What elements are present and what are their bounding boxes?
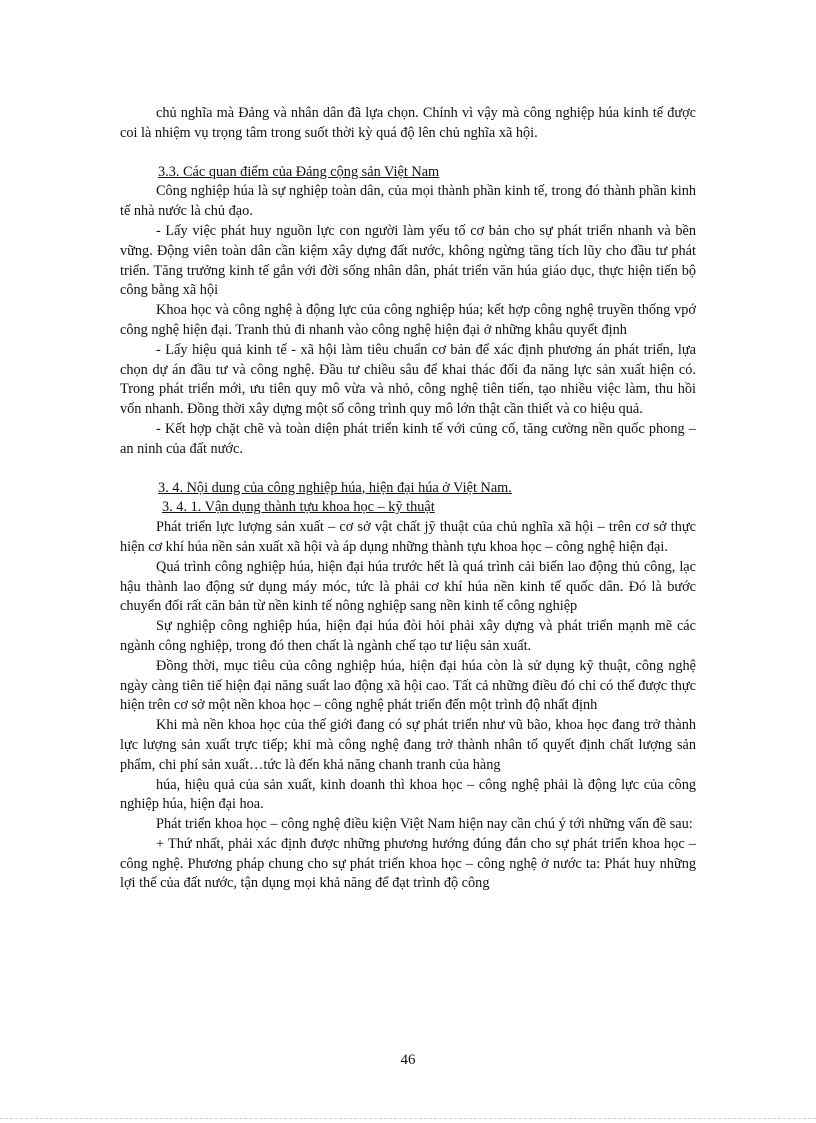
paragraph: Khoa học và công nghệ à động lực của công nghiệp húa; kết hợp công nghệ truyền thống vpớ công nghệ hiện đại. Tranh thủ đi nhanh vào công nghệ hiện đại ở những khâu quyết định [120, 302, 696, 338]
subsection-heading: 3. 4. 1. Vận dụng thành tựu khoa học – kỹ thuật [162, 499, 435, 516]
paragraph: Sự nghiệp công nghiệp húa, hiện đại húa đòi hỏi phải xây dựng và phát triển mạnh mẽ các ngành công nghiệp, trong đó then chất là ngành chế tạo tư liệu sản xuất. [120, 618, 696, 654]
paragraph: húa, hiệu quả của sản xuất, kinh doanh thì khoa học – công nghệ phải là động lực của công nghiệp húa, hiện đại hoa. [120, 776, 696, 813]
paragraph: Đồng thời, mục tiêu của công nghiệp húa, hiện đại húa còn là sử dụng kỹ thuật, công nghệ ngày càng tiên tiế hiện đại năng suất lao động xã hội cao. Tất cả những điều đó chỉ có thể được thực hiện trên cơ sở một nền khoa học – công nghệ phát triển đến một trình độ nhất định [120, 657, 696, 714]
page-bottom-edge [0, 1118, 816, 1119]
section-heading: 3. 4. Nội dung của công nghiệp húa, hiện đại húa ở Việt Nam. [158, 479, 512, 496]
section-heading: 3.3. Các quan điểm của Đảng cộng sản Việt Nam [158, 163, 440, 180]
paragraph: Khi mà nền khoa học của thế giới đang có sự phát triển như vũ bão, khoa học đang trở thành lực lượng sản xuất trực tiếp; khi mà công nghệ đang trở thành nhân tố quyết định chất lượng sản phẩm, chi phí sản xuất…tức là đến khả năng chanh tranh của hàng [120, 717, 696, 773]
paragraph: Phát triển khoa học – công nghệ điều kiện Việt Nam hiện nay cần chú ý tới những vấn đề sau: [156, 816, 693, 833]
paragraph: - Lấy hiệu quả kinh tế - xã hội làm tiêu chuẩn cơ bản để xác định phương án phát triển, lựa chọn dự án đầu tư và công nghệ. Đầu tư chiều sâu để khai thác đối đa năng lực sản xuất hiện có. Trong phát triển mới, ưu tiên quy mô vừa và nhỏ, công nghệ tiên tiến, tạo nhiều việc làm, thu hồi vốn nhanh. Đồng thời xây dựng một số công trình quy mô lớn thật cần thiết và co hiệu quả. [120, 341, 696, 418]
paragraph: - Lấy việc phát huy nguồn lực con người làm yếu tố cơ bản cho sự phát triển nhanh và bền vững. Động viên toàn dân cần kiệm xây dựng đất nước, không ngừng tăng tích lũy cho đầu tư phát triển. Tăng trưởng kinh tế gắn với đời sống nhân dân, phát triển văn húa giáo dục, thực hiện tiến bộ công bằng xã hội [120, 222, 696, 299]
body-text [120, 104, 696, 894]
page-number: 46 [400, 1052, 416, 1068]
paragraph: - Kết hợp chặt chẽ và toàn diện phát triển kinh tế với củng cố, tăng cường nền quốc phong – an ninh của đất nước. [120, 420, 696, 457]
paragraph: Quá trình công nghiệp húa, hiện đại húa trước hết là quá trình cải biến lao động thủ công, lạc hậu thành lao động sử dụng máy móc, tức là phải cơ khí húa nền kinh tế quốc dân. Đó là bước chuyển đổi rất căn bản từ nền kinh tế nông nghiệp sang nền kinh tế công nghiệp [120, 558, 696, 615]
paragraph: Phát triển lực lượng sản xuất – cơ sở vật chất jỹ thuật của chủ nghĩa xã hội – trên cơ sở thực hiện cơ khí húa nền sản xuất xã hội và áp dụng những thành tựu khoa học – công nghệ hiện đại. [120, 519, 696, 555]
paragraph-spacer [120, 144, 696, 163]
paragraph-spacer [120, 460, 696, 479]
paragraph: + Thứ nhất, phải xác định được những phương hướng đúng đắn cho sự phát triển khoa học – công nghệ. Phương pháp chung cho sự phát triển khoa học – công nghệ ở nước ta: Phát huy những lợi thế của đất nước, tận dụng mọi khả năng để đạt trình độ công [120, 835, 696, 892]
paragraph: Công nghiệp húa là sự nghiệp toàn dân, của mọi thành phần kinh tế, trong đó thành phần kinh tế nhà nước là chủ đạo. [120, 183, 696, 220]
paragraph: chủ nghĩa mà Đảng và nhân dân đã lựa chọn. Chính vì vậy mà công nghiệp húa kinh tế được coi là nhiệm vụ trọng tâm trong suốt thời kỳ quá độ lên chủ nghĩa xã hội. [120, 105, 696, 141]
